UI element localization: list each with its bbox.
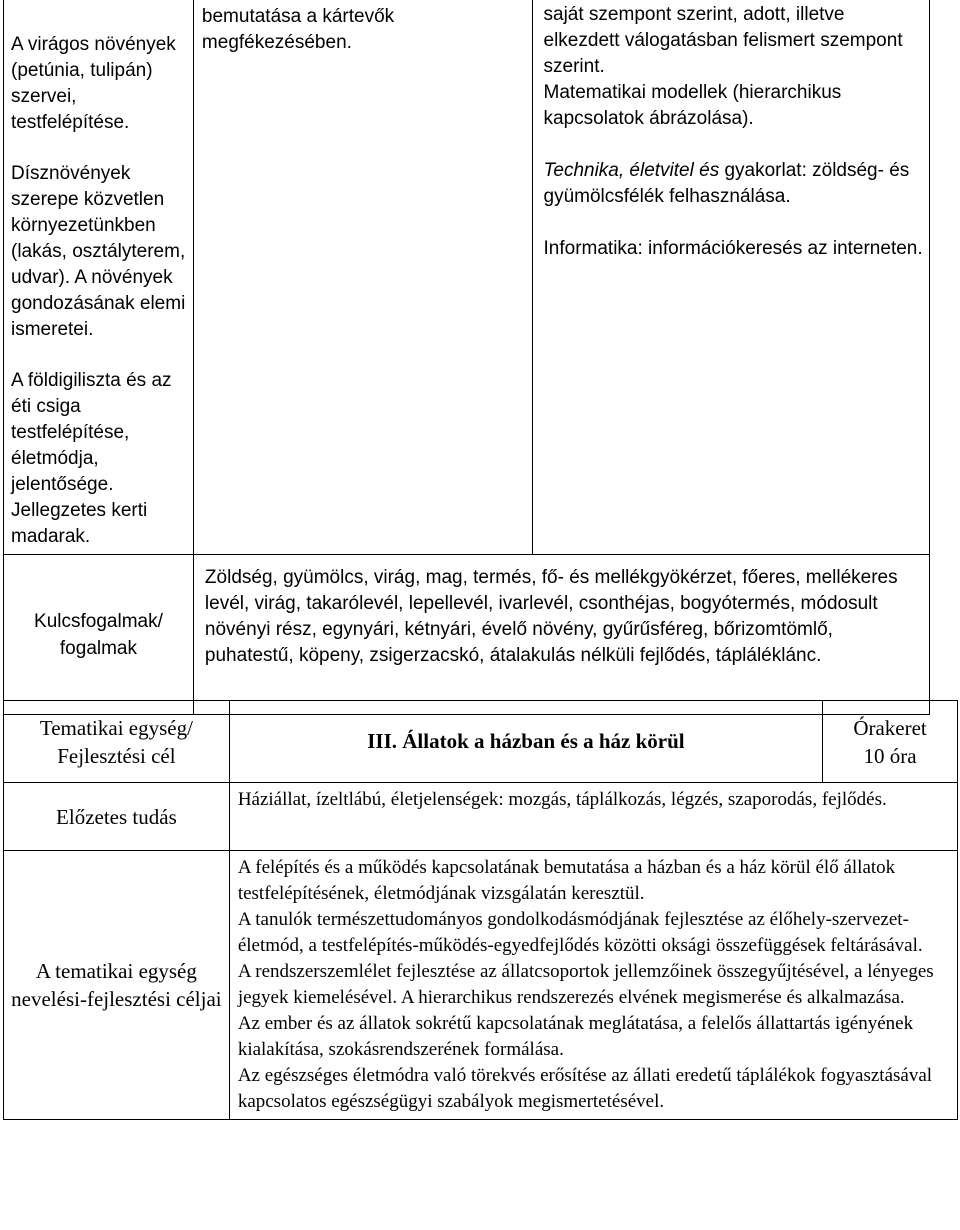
curriculum-table-continued — [3, 0, 930, 715]
unit-title: III. Állatok a házban és a ház körül — [229, 701, 822, 783]
goals-label: A tematikai egység nevelési-fejlesztési céljai — [4, 851, 230, 1120]
activities-cell — [193, 0, 532, 555]
connection-text: gyakorlat: zöldség- és gyümölcsfélék felhasználása. — [543, 160, 910, 207]
topic-paragraph: A virágos növények (petúnia, tulipán) szervei, testfelépítése. — [11, 34, 176, 133]
unit-header-row — [4, 701, 958, 783]
connection-paragraph: saját szempont szerint, adott, illetve elkezdett válogatásban felismert szempont szerint. — [543, 4, 903, 77]
connection-paragraph — [544, 158, 924, 210]
goal-paragraph: A rendszerszemlélet fejlesztése az állatcsoportok jellemzőinek összegyűjtésével, a lényeges jegyek kiemelésével. A hierarchikus rendszerezés elvének megismerése és alkalmazása. — [237, 961, 934, 1008]
keywords-row — [4, 555, 930, 715]
connections-cell — [532, 0, 929, 555]
goal-paragraph: A felépítés és a működés kapcsolatának bemutatása a házban és a ház körül élő állatok testfelépítésének, életmódjának vizsgálatán keresztül. — [237, 857, 896, 904]
content-row — [4, 0, 930, 555]
thematic-unit-table — [3, 700, 958, 1120]
prior-knowledge-text: Háziállat, ízeltlábú, életjelenségek: mozgás, táplálkozás, légzés, szaporodás, fejlődés. — [229, 783, 957, 851]
subject-name: Technika, életvitel és — [543, 160, 720, 181]
keywords-text: Zöldség, gyümölcs, virág, mag, termés, fő- és mellékgyökérzet, főeres, mellékeres levél, virág, takarólevél, lepellevél, ivarlevél, csonthéjas, bogyótermés, módosult növényi rész, egynyári, kétnyári, évelő növény, gyűrűsféreg, bőrizomtömlő, puhatestű, köpeny, zsigerzacskó, átalakulás nélküli fejlődés, tápláléklánc. — [193, 555, 929, 715]
topic-paragraph: Jellegzetes kerti madarak. — [11, 500, 148, 547]
connection-paragraph: Informatika: információkeresés az interneten. — [543, 238, 923, 259]
hours-cell — [823, 701, 958, 783]
topic-paragraph: Dísznövények szerepe közvetlen környezetünkben (lakás, osztályterem, udvar). A növények gondozásának elemi ismeretei. — [11, 163, 186, 340]
hours-label: Órakeret — [853, 715, 927, 740]
goal-paragraph: Az egészséges életmódra való törekvés erősítése az állati eredetű táplálékok fogyasztásával kapcsolatos egészségügyi szabályok megismertetésével. — [237, 1065, 933, 1112]
goal-paragraph: A tanulók természettudományos gondolkodásmódjának fejlesztése az élőhely-szervezet-életmód, a testfelépítés-működés-egyedfejlődés közötti oksági összefüggések feltárásával. — [237, 909, 923, 956]
goals-row — [4, 851, 958, 1120]
content-topics-cell — [4, 0, 194, 555]
hours-value: 10 óra — [863, 743, 917, 768]
prior-knowledge-row — [4, 783, 958, 851]
keywords-label: Kulcsfogalmak/ fogalmak — [4, 555, 194, 715]
prior-knowledge-label: Előzetes tudás — [4, 783, 230, 851]
topic-paragraph: A földigiliszta és az éti csiga testfelépítése, életmódja, jelentősége. — [11, 370, 172, 495]
connection-paragraph: Matematikai modellek (hierarchikus kapcsolatok ábrázolása). — [543, 82, 842, 129]
activity-text: bemutatása a kártevők megfékezésében. — [201, 6, 395, 53]
unit-label: Tematikai egység/ Fejlesztési cél — [4, 701, 230, 783]
goal-paragraph: Az ember és az állatok sokrétű kapcsolatának meglátatása, a felelős állattartás igényének kialakítása, szokásrendszerének formálása. — [237, 1013, 914, 1060]
goals-text — [229, 851, 957, 1120]
